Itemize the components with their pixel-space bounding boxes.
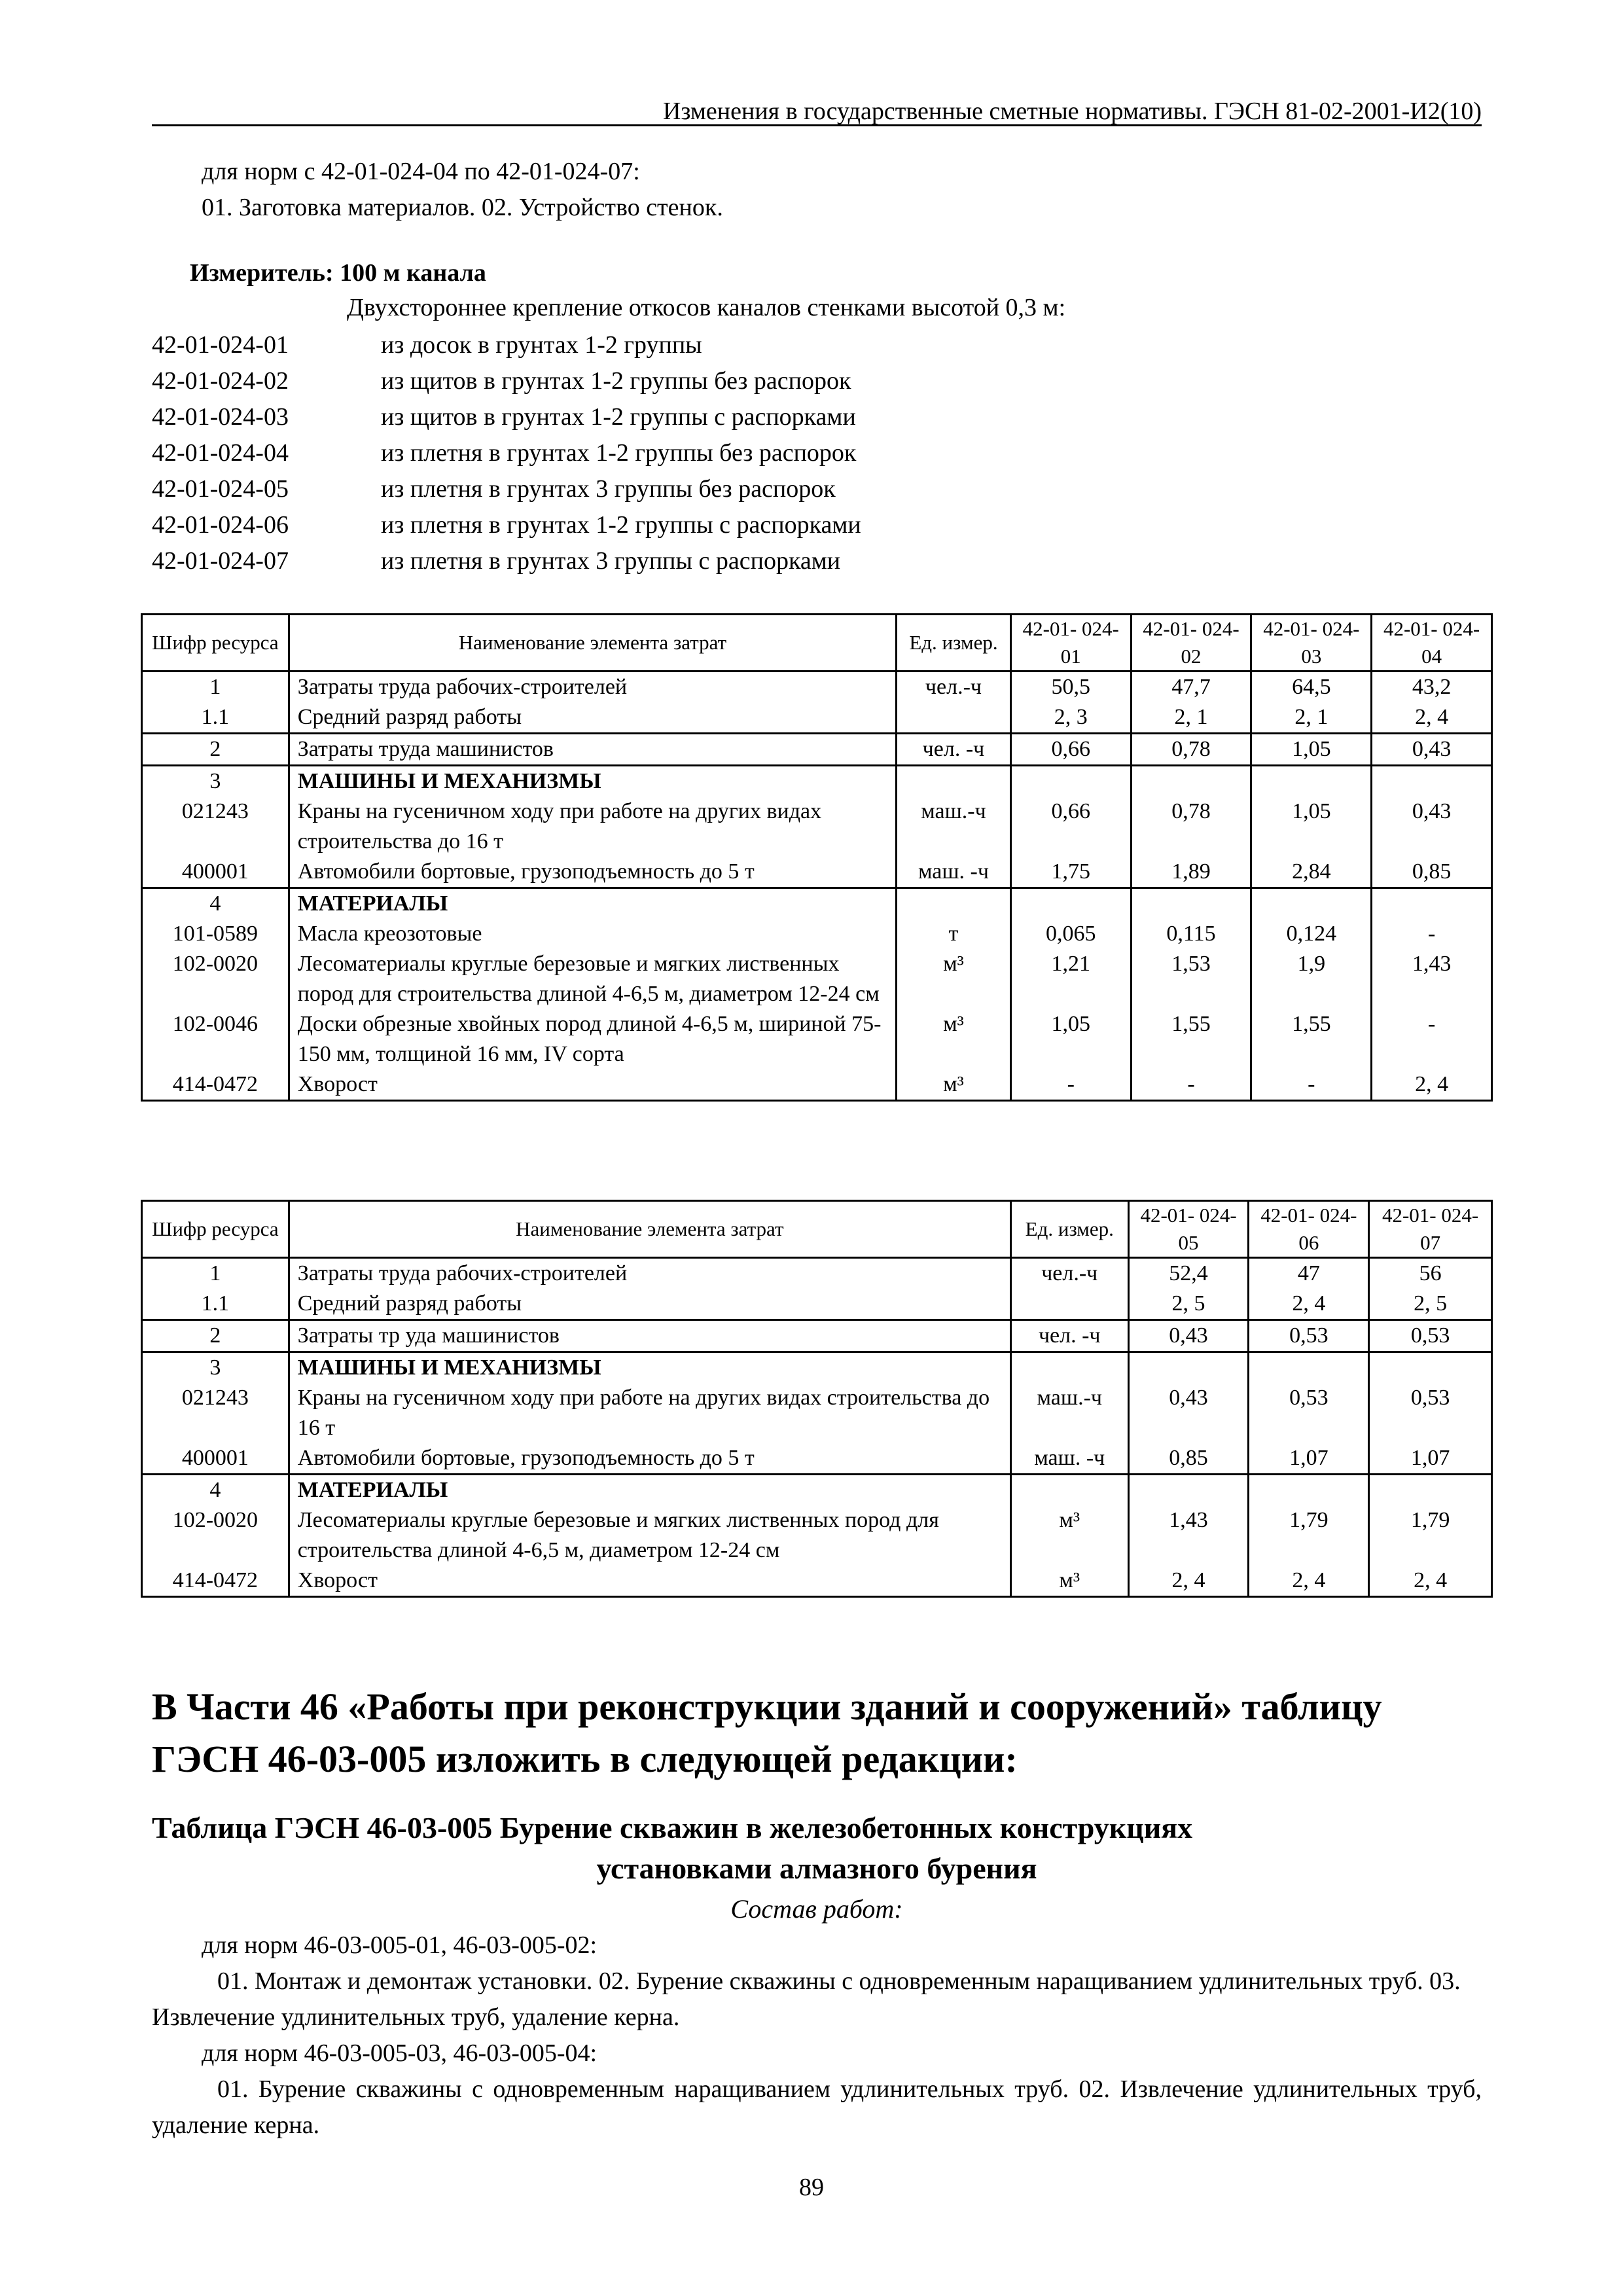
value-cell: 1,55 [1131,1009,1251,1069]
value-cell [1010,888,1131,920]
value-cell: 43,2 [1372,672,1492,703]
resource-code-cell: 2 [142,734,289,766]
unit-cell: чел. -ч [897,734,1011,766]
norm-code: 42-01-024-01 [152,331,289,359]
cost-element-cell: МАШИНЫ И МЕХАНИЗМЫ [289,1352,1010,1384]
value-cell: 2,84 [1251,857,1372,888]
value-cell [1372,888,1492,920]
value-cell [1249,1475,1369,1506]
header-unit: Ед. измер. [1010,1201,1128,1258]
value-cell: 1,53 [1131,949,1251,1009]
value-cell: 2, 3 [1010,702,1131,734]
value-cell: 1,89 [1131,857,1251,888]
cost-element-cell: Лесоматериалы круглые березовые и мягких лиственных пород для строительства длиной 4-6,5 м, диаметром 12-24 см [289,949,896,1009]
value-cell: 0,85 [1128,1443,1249,1475]
value-cell: - [1131,1069,1251,1101]
table-row [142,1258,1492,1289]
norms-block [152,1928,1482,2144]
norm-code-row [152,543,861,579]
value-cell: 2, 1 [1251,702,1372,734]
norm-code-row [152,435,861,471]
value-cell: 1,43 [1128,1505,1249,1566]
table-row [142,1383,1492,1443]
header-cost-element: Наименование элемента затрат [289,615,896,672]
cost-element-cell: Затраты труда рабочих-строителей [289,672,896,703]
cost-element-cell: Краны на гусеничном ходу при работе на других видах строительства до 16 т [289,1383,1010,1443]
table-title-line-1: Таблица ГЭСН 46-03-005 Бурение скважин в железобетонных конструкциях [152,1811,1193,1844]
norm-code-text: из плетня в грунтах 3 группы с распорками [381,547,841,575]
unit-cell [1010,1289,1128,1320]
header-norm-column: 42-01- 024-07 [1369,1201,1492,1258]
value-cell: 0,43 [1128,1383,1249,1443]
resource-code-cell: 400001 [142,1443,289,1475]
cost-element-cell: Затраты тр уда машинистов [289,1320,1010,1352]
value-cell: 0,66 [1010,797,1131,857]
table-row [142,1289,1492,1320]
cost-element-cell: Краны на гусеничном ходу при работе на других видах строительства до 16 т [289,797,896,857]
value-cell: 0,43 [1372,734,1492,766]
value-cell: 1,07 [1369,1443,1492,1475]
cost-element-cell: МАТЕРИАЛЫ [289,1475,1010,1506]
value-cell: 64,5 [1251,672,1372,703]
value-cell: 0,43 [1372,797,1492,857]
value-cell: 2, 4 [1372,702,1492,734]
resource-code-cell: 102-0046 [142,1009,289,1069]
resource-code-cell: 414-0472 [142,1566,289,1597]
resource-code-cell: 4 [142,888,289,920]
resource-code-cell: 4 [142,1475,289,1506]
table-row [142,797,1492,857]
norm-code-text: из щитов в грунтах 1-2 группы с распорками [381,403,856,431]
value-cell: 1,43 [1372,949,1492,1009]
value-cell: 1,05 [1251,734,1372,766]
header-norm-column: 42-01- 024-02 [1131,615,1251,672]
header-norm-column: 42-01- 024-06 [1249,1201,1369,1258]
norm-code-row [152,507,861,543]
cost-element-cell: Затраты труда рабочих-строителей [289,1258,1010,1289]
resource-code-cell: 021243 [142,1383,289,1443]
value-cell: - [1372,1009,1492,1069]
value-cell: 52,4 [1128,1258,1249,1289]
unit-cell: м³ [1010,1566,1128,1597]
value-cell [1251,888,1372,920]
value-cell: 2, 4 [1249,1289,1369,1320]
resource-code-cell: 3 [142,1352,289,1384]
cost-element-cell: Хворост [289,1566,1010,1597]
value-cell: 1,05 [1010,1009,1131,1069]
cost-element-cell: Масла креозотовые [289,919,896,949]
unit-cell: чел.-ч [1010,1258,1128,1289]
header-norm-column: 42-01- 024-03 [1251,615,1372,672]
table-row [142,1505,1492,1566]
norms-1-text: 01. Монтаж и демонтаж установки. 02. Бурение скважины с одновременным наращиванием удлинительных труб. 03. Извлечение удлинительных труб, удаление керна. [152,1967,1461,2031]
value-cell: 2, 4 [1128,1566,1249,1597]
value-cell: 2, 5 [1128,1289,1249,1320]
unit-cell: маш. -ч [1010,1443,1128,1475]
resource-code-cell: 400001 [142,857,289,888]
table-row [142,1566,1492,1597]
value-cell: 1,07 [1249,1443,1369,1475]
norm-code: 42-01-024-07 [152,547,289,575]
table-row [142,857,1492,888]
unit-cell: м³ [897,949,1011,1009]
resource-table-1 [141,613,1493,1102]
unit-cell [1010,1475,1128,1506]
value-cell: 0,53 [1369,1320,1492,1352]
unit-cell: маш.-ч [897,797,1011,857]
value-cell: 1,75 [1010,857,1131,888]
resource-code-cell: 102-0020 [142,949,289,1009]
value-cell [1369,1475,1492,1506]
unit-cell: чел. -ч [1010,1320,1128,1352]
value-cell: 1,55 [1251,1009,1372,1069]
norms-2-label: для норм 46-03-005-03, 46-03-005-04: [202,2039,597,2067]
table-row [142,1352,1492,1384]
value-cell: - [1251,1069,1372,1101]
value-cell: - [1010,1069,1131,1101]
norm-code: 42-01-024-04 [152,439,289,467]
value-cell: 2, 4 [1249,1566,1369,1597]
cost-element-cell: Лесоматериалы круглые березовые и мягких лиственных пород для строительства длиной 4-6,5 м, диаметром 12-24 см [289,1505,1010,1566]
table-row [142,734,1492,766]
header-rule [152,124,1482,126]
value-cell: 1,79 [1249,1505,1369,1566]
norm-code: 42-01-024-02 [152,367,289,395]
table-row [142,702,1492,734]
value-cell: 1,05 [1251,797,1372,857]
unit-cell [897,702,1011,734]
value-cell: 0,53 [1249,1383,1369,1443]
description: Двухстороннее крепление откосов каналов стенками высотой 0,3 м: [347,294,1066,321]
cost-element-cell: Автомобили бортовые, грузоподъемность до 5 т [289,1443,1010,1475]
page-header: Изменения в государственные сметные нормативы. ГЭСН 81-02-2001-И2(10) [662,98,1482,125]
value-cell: 0,124 [1251,919,1372,949]
section-title: В Части 46 «Работы при реконструкции зданий и сооружений» таблицу ГЭСН 46-03-005 изложить в следующей редакции: [152,1685,1382,1780]
resource-code-cell: 1.1 [142,702,289,734]
value-cell: 0,53 [1249,1320,1369,1352]
resource-code-cell: 021243 [142,797,289,857]
table-row [142,672,1492,703]
resource-table-2 [141,1200,1493,1598]
norm-code-text: из щитов в грунтах 1-2 группы без распорок [381,367,851,395]
table-title-line-2: установками алмазного бурения [596,1852,1037,1885]
value-cell: - [1372,919,1492,949]
norm-code-text: из плетня в грунтах 3 группы без распорок [381,475,836,503]
unit-cell [897,766,1011,797]
measurer: Измеритель: 100 м канала [190,259,486,287]
table-row [142,766,1492,797]
unit-cell: т [897,919,1011,949]
value-cell: 0,66 [1010,734,1131,766]
value-cell: 2, 5 [1369,1289,1492,1320]
value-cell: 0,78 [1131,797,1251,857]
norms-1-label: для норм 46-03-005-01, 46-03-005-02: [202,1931,597,1959]
value-cell [1010,766,1131,797]
table-row [142,888,1492,920]
value-cell: 0,53 [1369,1383,1492,1443]
norm-code-row [152,327,861,363]
unit-cell: маш.-ч [1010,1383,1128,1443]
value-cell: 0,115 [1131,919,1251,949]
header-resource-code: Шифр ресурса [142,615,289,672]
value-cell: 47 [1249,1258,1369,1289]
cost-element-cell: МАТЕРИАЛЫ [289,888,896,920]
value-cell [1131,888,1251,920]
value-cell: 1,9 [1251,949,1372,1009]
unit-cell: чел.-ч [897,672,1011,703]
value-cell: 50,5 [1010,672,1131,703]
resource-code-cell: 1 [142,1258,289,1289]
intro-line-2: 01. Заготовка материалов. 02. Устройство стенок. [202,194,723,221]
norm-code-row [152,471,861,507]
resource-code-cell: 102-0020 [142,1505,289,1566]
cost-element-cell: Автомобили бортовые, грузоподъемность до 5 т [289,857,896,888]
table-row [142,1009,1492,1069]
cost-element-cell: Средний разряд работы [289,1289,1010,1320]
cost-element-cell: Хворост [289,1069,896,1101]
cost-element-cell: МАШИНЫ И МЕХАНИЗМЫ [289,766,896,797]
norm-code-text: из досок в грунтах 1-2 группы [381,331,702,359]
resource-code-cell: 1 [142,672,289,703]
resource-code-cell: 3 [142,766,289,797]
header-norm-column: 42-01- 024-04 [1372,615,1492,672]
unit-cell: м³ [897,1069,1011,1101]
cost-element-cell: Средний разряд работы [289,702,896,734]
norm-code-list [152,327,861,579]
header-unit: Ед. измер. [897,615,1011,672]
cost-element-cell: Затраты труда машинистов [289,734,896,766]
value-cell: 2, 4 [1372,1069,1492,1101]
norm-code-row [152,363,861,399]
work-composition-label: Состав работ: [730,1894,903,1924]
value-cell: 0,065 [1010,919,1131,949]
unit-cell [897,888,1011,920]
value-cell: 56 [1369,1258,1492,1289]
value-cell: 2, 1 [1131,702,1251,734]
value-cell: 2, 4 [1369,1566,1492,1597]
table-row [142,1320,1492,1352]
value-cell [1251,766,1372,797]
norm-code: 42-01-024-03 [152,403,289,431]
value-cell [1372,766,1492,797]
table-row [142,919,1492,949]
header-cost-element: Наименование элемента затрат [289,1201,1010,1258]
value-cell [1249,1352,1369,1384]
value-cell [1131,766,1251,797]
norms-2-text: 01. Бурение скважины с одновременным наращиванием удлинительных труб. 02. Извлечение удлинительных труб, удаление керна. [152,2075,1482,2139]
value-cell [1128,1352,1249,1384]
resource-code-cell: 1.1 [142,1289,289,1320]
value-cell: 0,78 [1131,734,1251,766]
value-cell [1128,1475,1249,1506]
table-row [142,1475,1492,1506]
value-cell: 0,43 [1128,1320,1249,1352]
unit-cell: м³ [1010,1505,1128,1566]
header-norm-column: 42-01- 024-05 [1128,1201,1249,1258]
unit-cell [1010,1352,1128,1384]
norm-code-row [152,399,861,435]
norm-code-text: из плетня в грунтах 1-2 группы без распорок [381,439,857,467]
header-norm-column: 42-01- 024-01 [1010,615,1131,672]
norm-code-text: из плетня в грунтах 1-2 группы с распорками [381,511,861,539]
resource-code-cell: 414-0472 [142,1069,289,1101]
cost-element-cell: Доски обрезные хвойных пород длиной 4-6,5 м, шириной 75-150 мм, толщиной 16 мм, IV сорта [289,1009,896,1069]
value-cell: 47,7 [1131,672,1251,703]
value-cell: 1,79 [1369,1505,1492,1566]
value-cell [1369,1352,1492,1384]
resource-code-cell: 2 [142,1320,289,1352]
unit-cell: м³ [897,1009,1011,1069]
table-row [142,1069,1492,1101]
table-row [142,949,1492,1009]
table-title [152,1808,1482,1929]
header-resource-code: Шифр ресурса [142,1201,289,1258]
resource-code-cell: 101-0589 [142,919,289,949]
norm-code: 42-01-024-06 [152,511,289,539]
norm-code: 42-01-024-05 [152,475,289,503]
unit-cell: маш. -ч [897,857,1011,888]
value-cell: 1,21 [1010,949,1131,1009]
intro-line-1: для норм с 42-01-024-04 по 42-01-024-07: [202,158,640,185]
intro [152,154,1482,226]
page-number: 89 [799,2174,824,2201]
value-cell: 0,85 [1372,857,1492,888]
table-row [142,1443,1492,1475]
